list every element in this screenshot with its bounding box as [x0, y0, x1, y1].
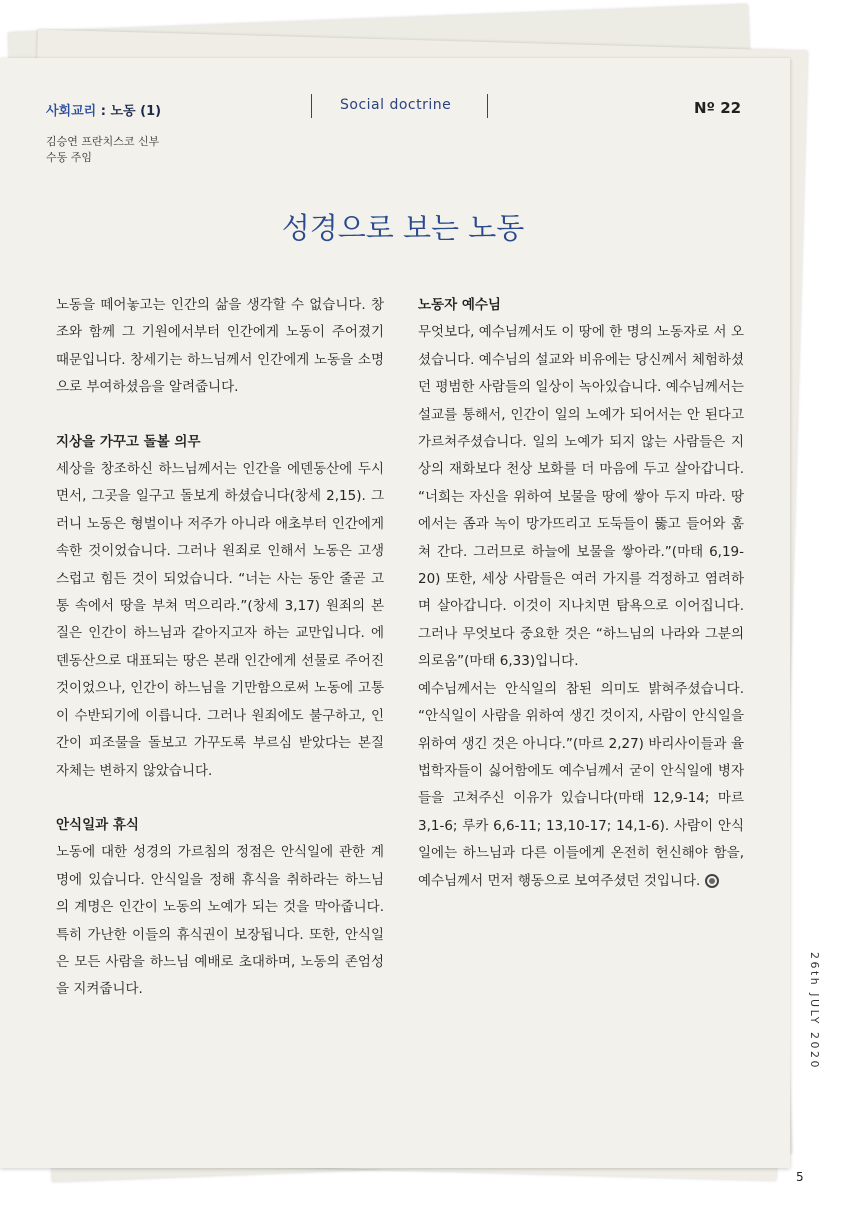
series-label: [46, 100, 161, 119]
intro-paragraph: 노동을 떼어놓고는 인간의 삶을 생각할 수 없습니다. 창조와 함께 그 기원에서부터 인간에게 노동이 주어졌기 때문입니다. 창세기는 하느님께서 인간에게 노동을 소명으로 부여하셨음을 알려줍니다.: [56, 297, 384, 396]
brand-label: Social doctrine: [340, 97, 452, 113]
series-suffix: : 노동 (1): [96, 104, 162, 119]
author-role: 수동 주임: [46, 151, 93, 164]
section-heading-duty: 지상을 가꾸고 돌볼 의무: [56, 433, 201, 450]
author-name: 김승연 프란치스코 신부: [46, 135, 160, 148]
right-column: [418, 292, 744, 895]
section-heading-worker-jesus: 노동자 예수님: [418, 297, 501, 313]
article-title: 성경으로 보는 노동: [281, 211, 525, 245]
duty-paragraph: 세상을 창조하신 하느님께서는 인간을 에덴동산에 두시면서, 그곳을 일구고 돌보게 하셨습니다(창세 2,15). 그러니 노동은 형벌이나 저주가 아니라 애초부터 인간에게 속한 것이었습니다. 그러나 원죄로 인해서 노동은 고생스럽고 힘든 것이 되었습니다. “너는 사는 동안 줄곧 고통 속에서 땅을 부쳐 먹으리라.”(창세 3,17) 원죄의 본질은 인간이 하느님과 같아지고자 하는 교만입니다. 에덴동산으로 대표되는 땅은 본래 인간에게 선물로 주어진 것이었으나, 인간이 하느님을 기만함으로써 노동에 고통이 수반되기에 이릅니다. 그러나 원죄에도 불구하고, 인간이 피조물을 돌보고 가꾸도록 부르심 받았다는 본질 자체는 변하지 않았습니다.: [56, 461, 384, 779]
divider-right: [487, 94, 488, 118]
issue-date: 26th JULY 2020: [808, 952, 821, 1070]
sabbath-paragraph: 노동에 대한 성경의 가르침의 정점은 안식일에 관한 계명에 있습니다. 안식일을 정해 휴식을 취하라는 하느님의 계명은 인간이 노동의 노예가 되는 것을 막아줍니다. 특히 가난한 이들의 휴식권이 보장됩니다. 또한, 안식일은 모든 사람을 하느님 예배로 초대하며, 노동의 존엄성을 지켜줍니다.: [56, 844, 384, 998]
divider-left: [311, 94, 312, 118]
sabbath-meaning-text: 예수님께서는 안식일의 참된 의미도 밝혀주셨습니다. “안식일이 사람을 위하여 생긴 것이지, 사람이 안식일을 위하여 생긴 것은 아니다.”(마르 2,27) 바리사이들과 율법학자들이 싫어함에도 예수님께서 굳이 안식일에 병자들을 고쳐주신 이유가 있습니다(마태 12,9-14; 마르 3,1-6; 루카 6,6-11; 13,10-17; 14,1-6). 사람이 안식일에는 하느님과 다른 이들에게 온전히 헌신해야 함을, 예수님께서 먼저 행동으로 보여주셨던 것입니다.: [418, 680, 744, 889]
page-number: 5: [796, 1170, 804, 1184]
issue-number: Nº 22: [694, 99, 742, 117]
sabbath-meaning-paragraph: [418, 676, 744, 895]
end-mark-icon: [705, 874, 719, 888]
section-heading-sabbath: 안식일과 휴식: [56, 816, 139, 833]
series-prefix: 사회교리: [46, 104, 97, 119]
author-info: [46, 134, 159, 166]
worker-jesus-paragraph: 무엇보다, 예수님께서도 이 땅에 한 명의 노동자로 서 오셨습니다. 예수님의 설교와 비유에는 당신께서 체험하셨던 평범한 사람들의 일상이 녹아있습니다. 예수님께서는 설교를 통해서, 인간이 일의 노예가 되어서는 안 된다고 가르쳐주셨습니다. 일의 노예가 되지 않는 사람들은 지상의 재화보다 천상 보화를 더 마음에 두고 살아갑니다. “너희는 자신을 위하여 보물을 땅에 쌓아 두지 마라. 땅에서는 좀과 녹이 망가뜨리고 도둑들이 뚫고 들어와 훔쳐 간다. 그러므로 하늘에 보물을 쌓아라.”(마태 6,19-20) 또한, 세상 사람들은 여러 가지를 걱정하고 염려하며 살아갑니다. 이것이 지나치면 탐욕으로 이어집니다. 그러나 무엇보다 중요한 것은 “하느님의 나라와 그분의 의로움”(마태 6,33)입니다.: [418, 324, 744, 670]
left-column: [56, 292, 384, 1004]
